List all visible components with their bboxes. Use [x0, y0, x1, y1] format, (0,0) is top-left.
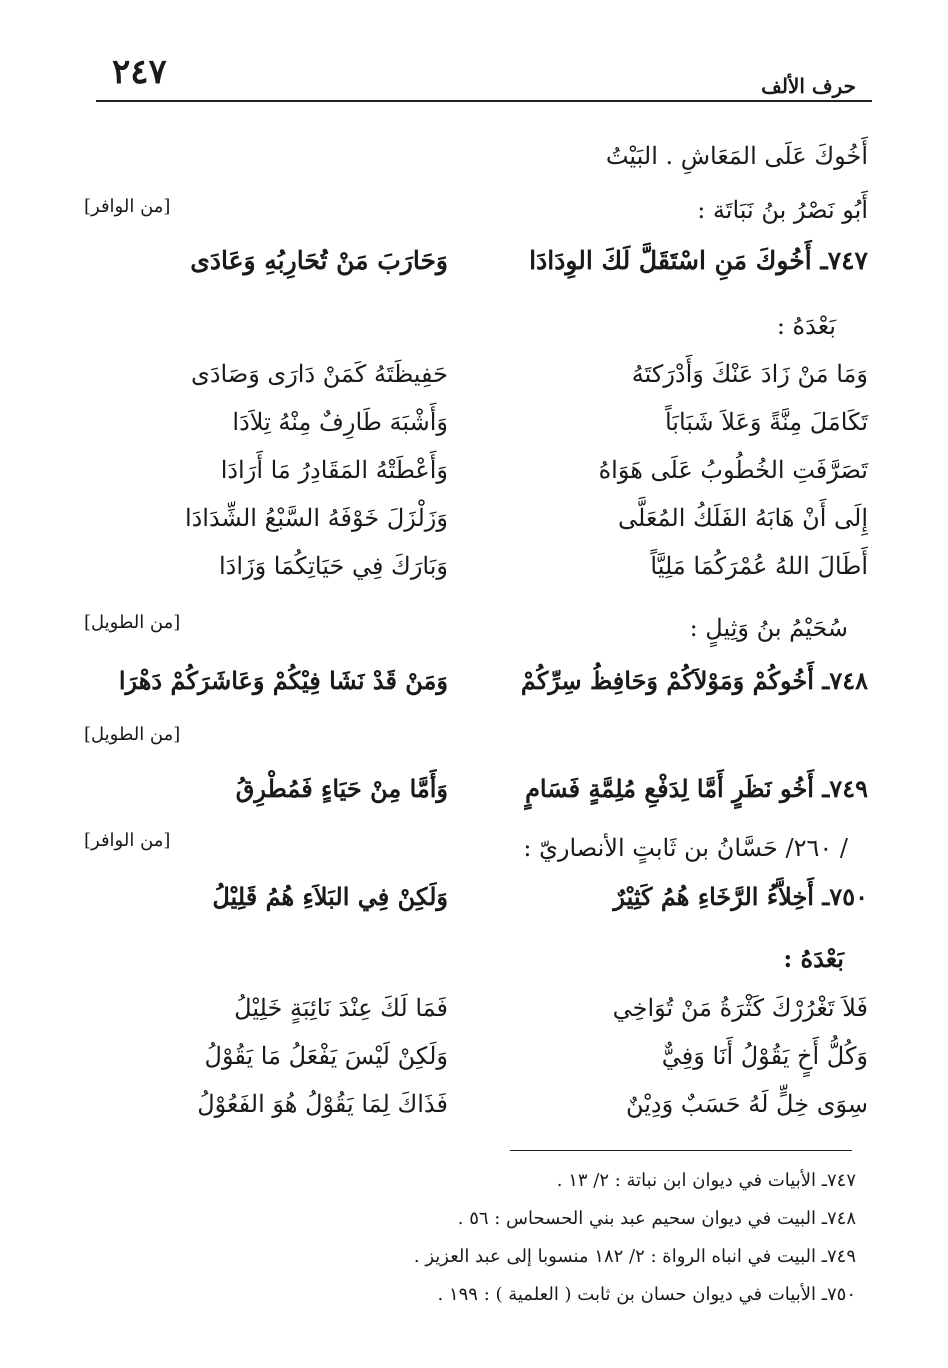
verse-first-hemistich: ٧٤٨ـ أَخُوكُمْ وَمَوْلاَكُمْ وَحَافِظُ سِرِّكُمْ [520, 666, 868, 695]
verse-first-hemistich: تَكَامَلَ مِنَّةً وَعَلاَ شَبَابَاً [664, 408, 868, 436]
footnote: ٧٤٨ـ البيت في ديوان سحيم عبد بني الحسحاس : ٥٦ . [457, 1208, 856, 1229]
intro-line: أَخُوكَ عَلَى المَعَاشِ . البَيْتُ [605, 142, 868, 170]
meter-label: [من الطويل] [84, 612, 181, 633]
verse-second-hemistich: فَمَا لَكَ عِنْدَ نَائِبَةٍ خَلِيْلُ [234, 994, 448, 1022]
verse-second-hemistich: حَفِيظَتَهُ كَمَنْ دَارَى وَصَادَى [191, 360, 448, 388]
verse-first-hemistich: إِلَى أَنْ هَابَهُ الفَلَكُ المُعَلَّى [618, 504, 868, 532]
poet-line: أَبُو نَصْرُ بنُ نَبَاتَة : [697, 196, 868, 224]
poet-line: سُحَيْمُ بنُ وَثِيلٍ : [689, 614, 848, 642]
header-divider [96, 100, 872, 102]
meter-label: [من الوافر] [84, 830, 171, 851]
page-number: ٢٤٧ [112, 52, 167, 92]
footnote: ٧٤٩ـ البيت في انباه الرواة : ٢/ ١٨٢ منسوبا إلى عبد العزيز . [413, 1246, 856, 1267]
verse-first-hemistich: أَطَالَ اللهُ عُمْرَكُمَا مَلِيَّاً [650, 552, 868, 580]
verse-first-hemistich: وَمَا مَنْ زَادَ عَنْكَ وَأَدْرَكتَهُ [631, 360, 868, 388]
verse-first-hemistich: سِوَى خِلٍّ لَهُ حَسَبٌ وَدِيْنٌ [625, 1090, 868, 1118]
verse-second-hemistich: وَلَكِنْ فِي البَلاَءِ هُمُ قَلِيْلُ [212, 882, 448, 911]
verse-second-hemistich: وَمَنْ قَدْ نَشَا فِيْكُمْ وَعَاشَرَكُمْ دَهْرَا [118, 666, 448, 695]
verse-second-hemistich: وَأَشْبَهَ طَارِفٌ مِنْهُ تِلاَدَا [232, 408, 448, 436]
verse-first-hemistich: فَلاَ تَغْرُرْكَ كَثْرَةُ مَنْ تُوَاخِي [612, 994, 868, 1022]
verse-second-hemistich: وَزَلْزَلَ خَوْفَهُ السَّبْعُ الشِّدَادَا [184, 504, 448, 532]
verse-second-hemistich: وَبَارَكَ فِي حَيَاتِكُمَا وَزَادَا [218, 552, 448, 580]
verse-second-hemistich: فَذَاكَ لِمَا يَقُوْلُ هُوَ الفَعُوْلُ [197, 1090, 448, 1118]
verse-second-hemistich: وَأَعْطَتْهُ المَقَادِرُ مَا أَرَادَا [220, 456, 448, 484]
footnote: ٧٤٧ـ الأبيات في ديوان ابن نباتة : ٢/ ١٣ . [556, 1170, 856, 1191]
verse-first-hemistich: ٧٤٧ـ أَخُوكَ مَنِ اسْتَقَلَّ لَكَ الوِدَادَا [529, 246, 868, 275]
poet-line: / ٢٦٠/ حَسَّانُ بن ثَابتٍ الأنصاريّ : [523, 834, 848, 862]
meter-label: [من الطويل] [84, 724, 181, 745]
meter-label: [من الوافر] [84, 196, 171, 217]
verse-second-hemistich: وَحَارَبَ مَنْ تُحَارِبُهِ وَعَادَى [190, 246, 448, 275]
verse-first-hemistich: تَصَرَّفَتِ الخُطُوبُ عَلَى هَوَاهُ [598, 456, 868, 484]
verse-second-hemistich: وَلَكِنْ لَيْسَ يَفْعَلُ مَا يَقُوْلُ [204, 1042, 448, 1070]
continuation-label: بَعْدَهُ : [783, 944, 844, 973]
verse-first-hemistich: وَكُلُّ أَخٍ يَقُوْلُ أَنَا وَفِيٌّ [661, 1042, 868, 1070]
verse-first-hemistich: ٧٤٩ـ أَخُو نَظَرٍ أَمَّا لِدَفْعِ مُلِمَّةٍ فَسَامٍ [525, 774, 868, 803]
verse-second-hemistich: وَأَمَّا مِنْ حَيَاءٍ فَمُطْرِقُ [235, 774, 448, 803]
verse-first-hemistich: ٧٥٠ـ أَخِلاَّءُ الرَّخَاءِ هُمُ كَثِيْرٌ [613, 882, 868, 911]
continuation-label: بَعْدَهُ : [776, 312, 836, 340]
footnote: ٧٥٠ـ الأبيات في ديوان حسان بن ثابت ( العلمية ) : ١٩٩ . [437, 1284, 856, 1305]
footnote-divider [510, 1150, 852, 1151]
chapter-title: حرف الألف [761, 74, 856, 98]
